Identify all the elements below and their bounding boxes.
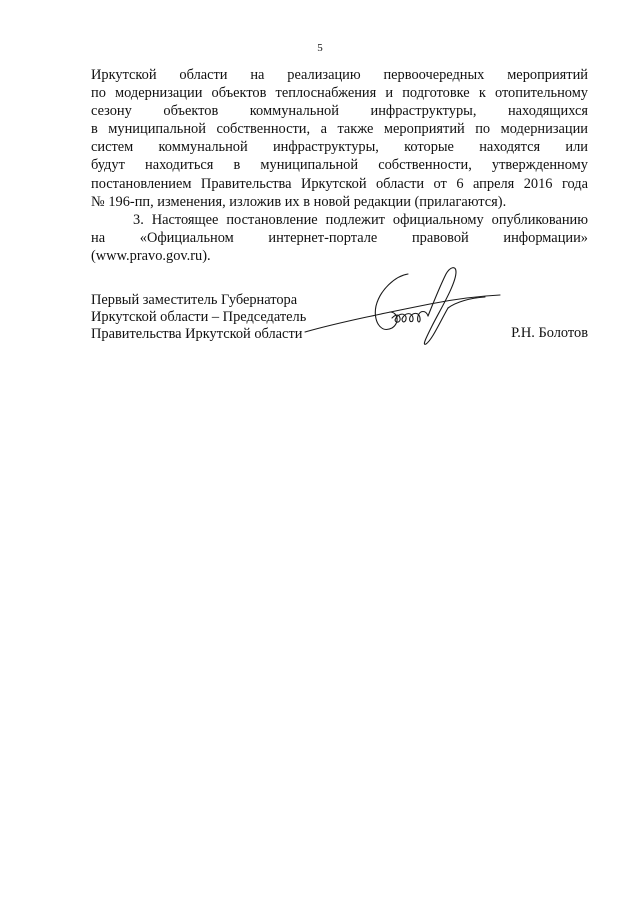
body-line: Иркутской области на реализацию первоочередных мероприятий: [91, 67, 588, 83]
signatory-name: Р.Н. Болотов: [511, 325, 588, 341]
body-line: № 196-пп, изменения, изложив их в новой редакции (прилагаются).: [91, 193, 507, 210]
body-text: [91, 66, 588, 265]
signatory-title-line: Правительства Иркутской области: [91, 325, 303, 342]
body-line: (www.pravo.gov.ru).: [91, 247, 211, 264]
page-number: 5: [317, 42, 323, 54]
body-line: сезону объектов коммунальной инфраструктуры, находящихся: [91, 103, 588, 120]
body-line: систем коммунальной инфраструктуры, которые находятся или: [91, 139, 588, 156]
body-line: постановлением Правительства Иркутской области от 6 апреля 2016 года: [91, 175, 588, 192]
body-line: в муниципальной собственности, а также мероприятий по модернизации: [91, 121, 588, 138]
handwritten-signature: [300, 262, 510, 352]
paragraph-3-line: 3. Настоящее постановление подлежит официальному опубликованию: [133, 211, 588, 228]
body-line: будут находиться в муниципальной собственности, утвержденному: [91, 157, 588, 174]
signatory-title-line: Иркутской области – Председатель: [91, 308, 307, 325]
signatory-title-line: Первый заместитель Губернатора: [91, 292, 298, 308]
body-line: на «Официальном интернет-портале правовой информации»: [91, 229, 588, 246]
body-line: по модернизации объектов теплоснабжения и подготовке к отопительному: [91, 85, 588, 102]
